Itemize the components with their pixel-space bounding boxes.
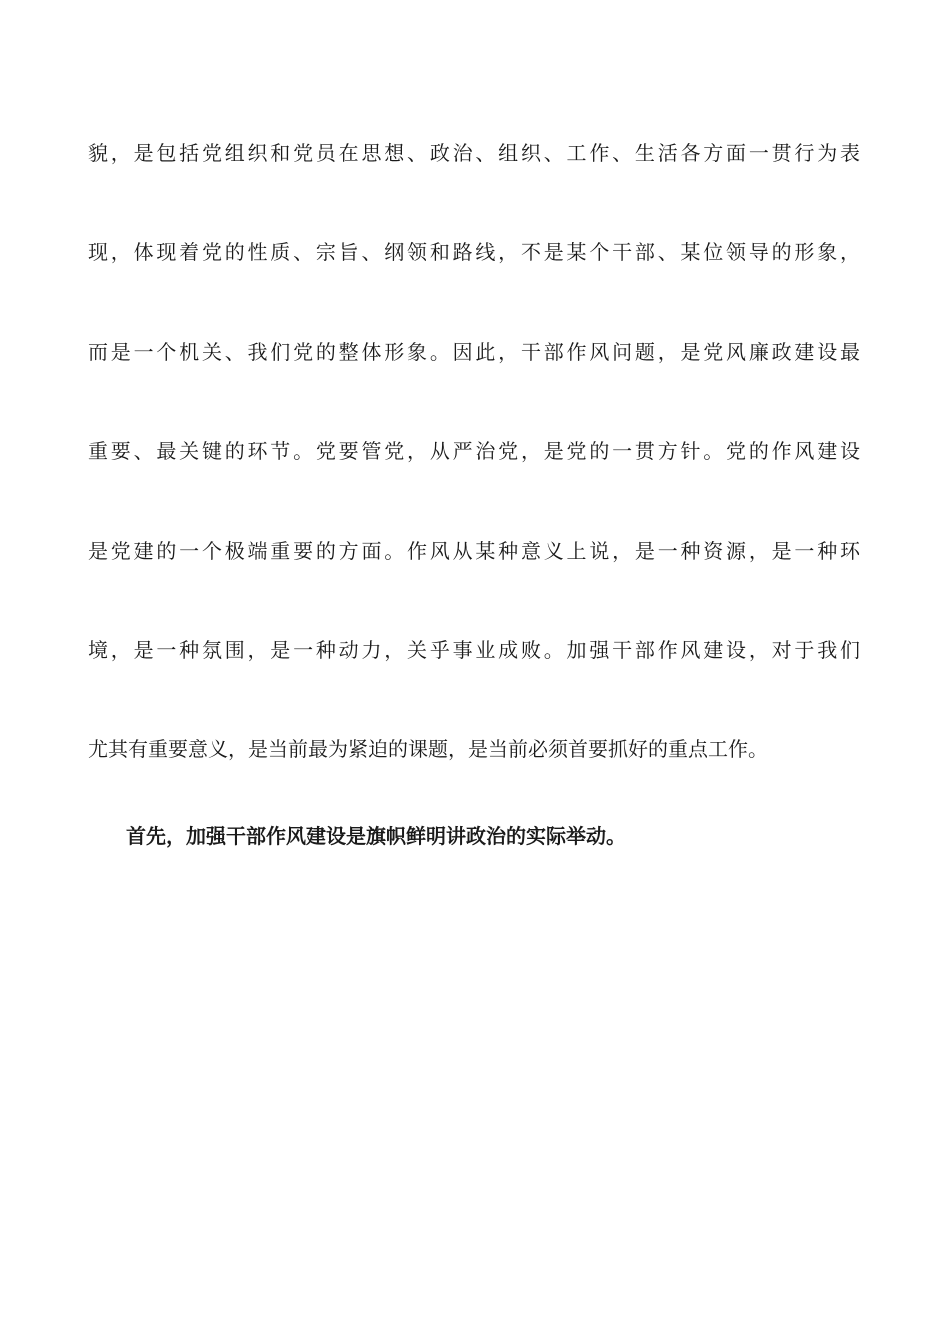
paragraph-line-4: 重要、最关键的环节。党要管党，从严治党，是党的一贯方针。党的作风建设: [88, 439, 860, 463]
section-heading: 首先，加强干部作风建设是旗帜鲜明讲政治的实际举动。: [126, 824, 626, 848]
paragraph-line-1: 貌，是包括党组织和党员在思想、政治、组织、工作、生活各方面一贯行为表: [88, 141, 860, 165]
paragraph-line-5: 是党建的一个极端重要的方面。作风从某种意义上说，是一种资源，是一种环: [88, 539, 860, 563]
paragraph-line-7: 尤其有重要意义，是当前最为紧迫的课题，是当前必须首要抓好的重点工作。: [88, 737, 768, 761]
paragraph-line-2: 现，体现着党的性质、宗旨、纲领和路线，不是某个干部、某位领导的形象，: [88, 240, 860, 264]
paragraph-line-3: 而是一个机关、我们党的整体形象。因此，干部作风问题，是党风廉政建设最: [88, 340, 860, 364]
paragraph-line-6: 境，是一种氛围，是一种动力，关乎事业成败。加强干部作风建设，对于我们: [88, 638, 860, 662]
